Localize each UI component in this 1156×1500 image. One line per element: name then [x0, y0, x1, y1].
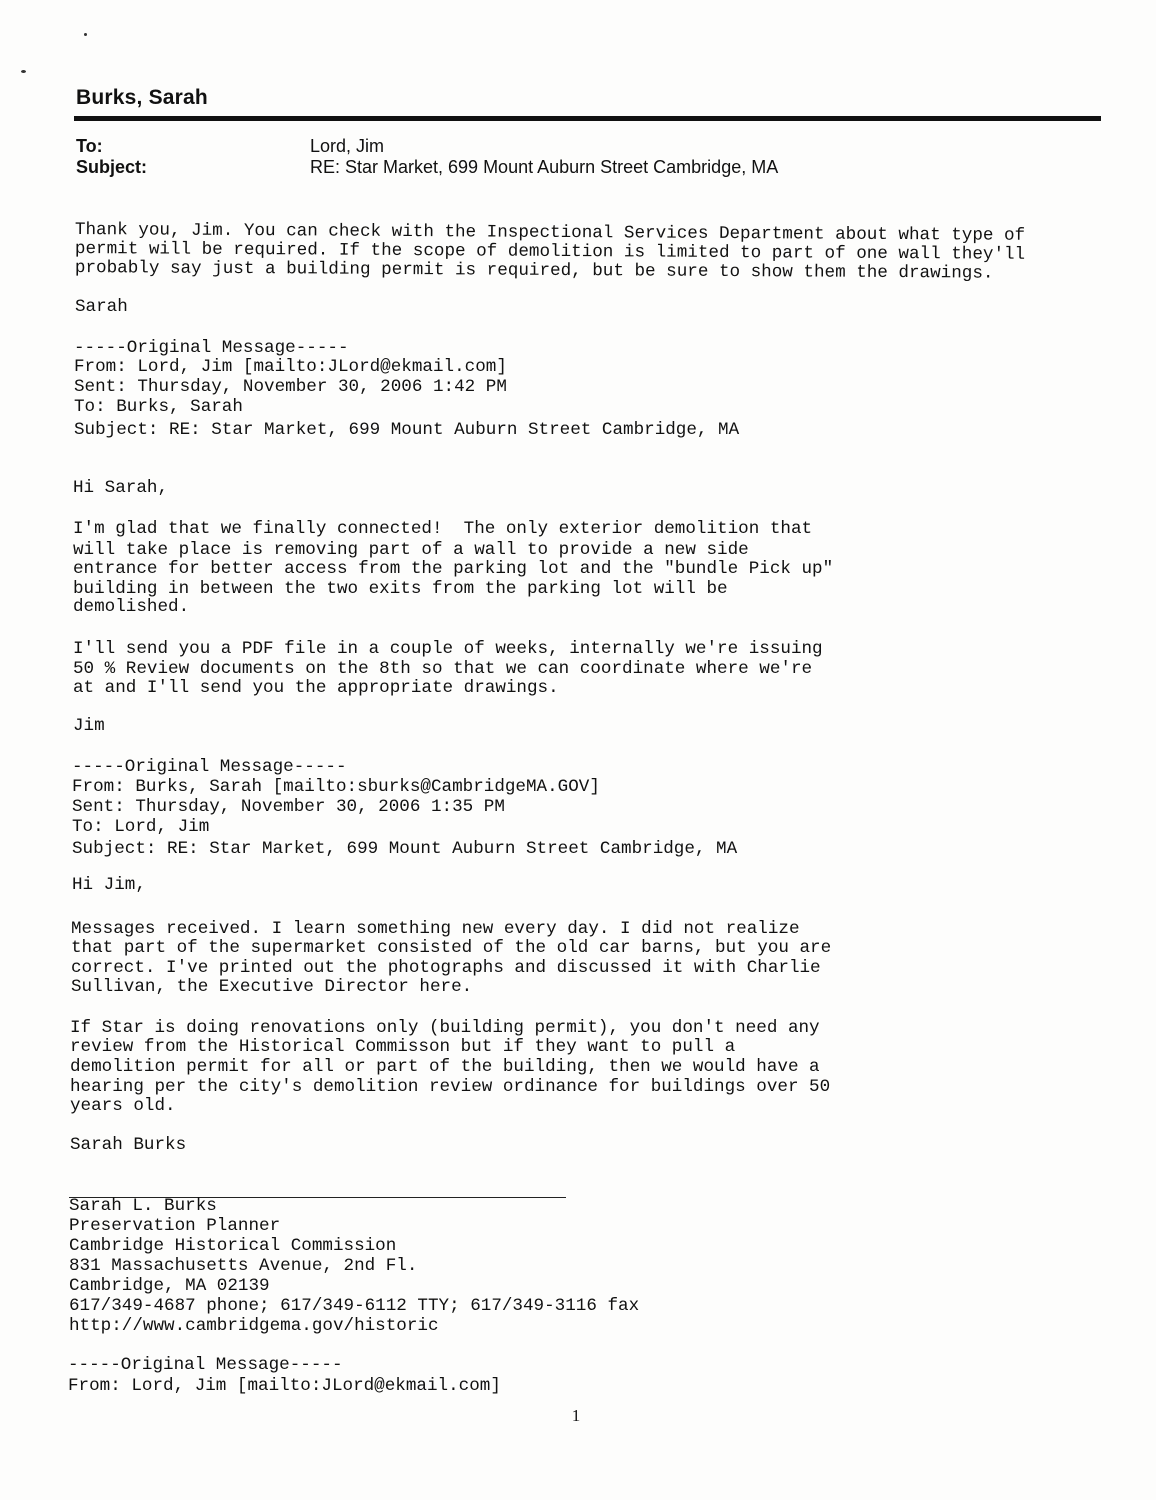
original-message-separator: -----Original Message-----: [68, 1355, 343, 1375]
message-sent: Sent: Thursday, November 30, 2006 1:35 PM: [72, 797, 505, 817]
header-divider: [74, 116, 1101, 121]
message-body-line: I'm glad that we finally connected! The only exterior demolition that: [73, 519, 813, 539]
message-signoff: Sarah Burks: [70, 1135, 187, 1155]
original-message-separator: -----Original Message-----: [72, 757, 347, 777]
message-body-line: If Star is doing renovations only (building permit), you don't need any: [70, 1018, 820, 1038]
reply-signoff: Sarah: [75, 297, 128, 317]
page-number: 1: [571, 1406, 581, 1425]
subject-value: RE: Star Market, 699 Mount Auburn Street Cambridge, MA: [310, 157, 779, 177]
message-subject: Subject: RE: Star Market, 699 Mount Auburn Street Cambridge, MA: [72, 839, 738, 859]
message-from: From: Burks, Sarah [mailto:sburks@CambridgeMA.GOV]: [72, 777, 600, 797]
message-greeting: Hi Jim,: [72, 875, 146, 895]
scan-speck: [21, 70, 26, 73]
message-body-line: I'll send you a PDF file in a couple of weeks, internally we're issuing: [73, 639, 823, 659]
reply-line: Thank you, Jim. You can check with the Inspectional Services Department about what type of: [74, 220, 1026, 246]
reply-line: probably say just a building permit is required, but be sure to show them the drawings.: [74, 258, 994, 284]
to-label: To:: [76, 136, 103, 156]
signature-line: Preservation Planner: [69, 1216, 281, 1236]
message-body-line: building in between the two exits from the parking lot will be: [73, 579, 728, 599]
message-from: From: Lord, Jim [mailto:JLord@ekmail.com]: [74, 357, 507, 377]
scan-speck: [84, 33, 87, 36]
subject-label: Subject:: [76, 157, 148, 177]
message-signoff: Jim: [73, 716, 105, 736]
message-body-line: entrance for better access from the parking lot and the "bundle Pick up": [73, 559, 834, 579]
message-body-line: review from the Historical Commisson but if they want to pull a: [70, 1037, 736, 1057]
message-subject: Subject: RE: Star Market, 699 Mount Auburn Street Cambridge, MA: [74, 420, 740, 440]
message-body-line: at and I'll send you the appropriate drawings.: [73, 678, 559, 698]
message-body-line: will take place is removing part of a wall to provide a new side: [73, 540, 749, 560]
signature-line: Sarah L. Burks: [69, 1196, 217, 1216]
signature-line: Cambridge Historical Commission: [69, 1236, 397, 1256]
message-to: To: Lord, Jim: [72, 817, 210, 837]
sender-name-heading: Burks, Sarah: [76, 86, 208, 109]
message-body-line: years old.: [70, 1096, 176, 1116]
message-greeting: Hi Sarah,: [73, 478, 169, 498]
message-body-line: Messages received. I learn something new every day. I did not realize: [71, 919, 800, 939]
message-body-line: demolition permit for all or part of the building, then we would have a: [70, 1057, 820, 1077]
message-body-line: Sullivan, the Executive Director here.: [71, 977, 473, 997]
message-body-line: correct. I've printed out the photographs and discussed it with Charlie: [71, 958, 821, 978]
signature-line: 831 Massachusetts Avenue, 2nd Fl.: [69, 1256, 418, 1276]
message-body-line: 50 % Review documents on the 8th so that we can coordinate where we're: [73, 659, 813, 679]
reply-line: permit will be required. If the scope of demolition is limited to part of one wall they'll: [74, 239, 1026, 265]
original-message-separator: -----Original Message-----: [74, 338, 349, 358]
signature-url: http://www.cambridgema.gov/historic: [69, 1316, 439, 1336]
signature-line: Cambridge, MA 02139: [69, 1276, 270, 1296]
message-body-line: demolished.: [73, 597, 190, 617]
message-from: From: Lord, Jim [mailto:JLord@ekmail.com]: [68, 1376, 501, 1396]
message-to: To: Burks, Sarah: [74, 397, 243, 417]
message-body-line: hearing per the city's demolition review ordinance for buildings over 50: [70, 1077, 831, 1097]
message-body-line: that part of the supermarket consisted of the old car barns, but you are: [71, 938, 832, 958]
signature-line: 617/349-4687 phone; 617/349-6112 TTY; 617/349-3116 fax: [69, 1296, 640, 1316]
to-value: Lord, Jim: [310, 136, 385, 156]
message-sent: Sent: Thursday, November 30, 2006 1:42 PM: [74, 377, 507, 397]
